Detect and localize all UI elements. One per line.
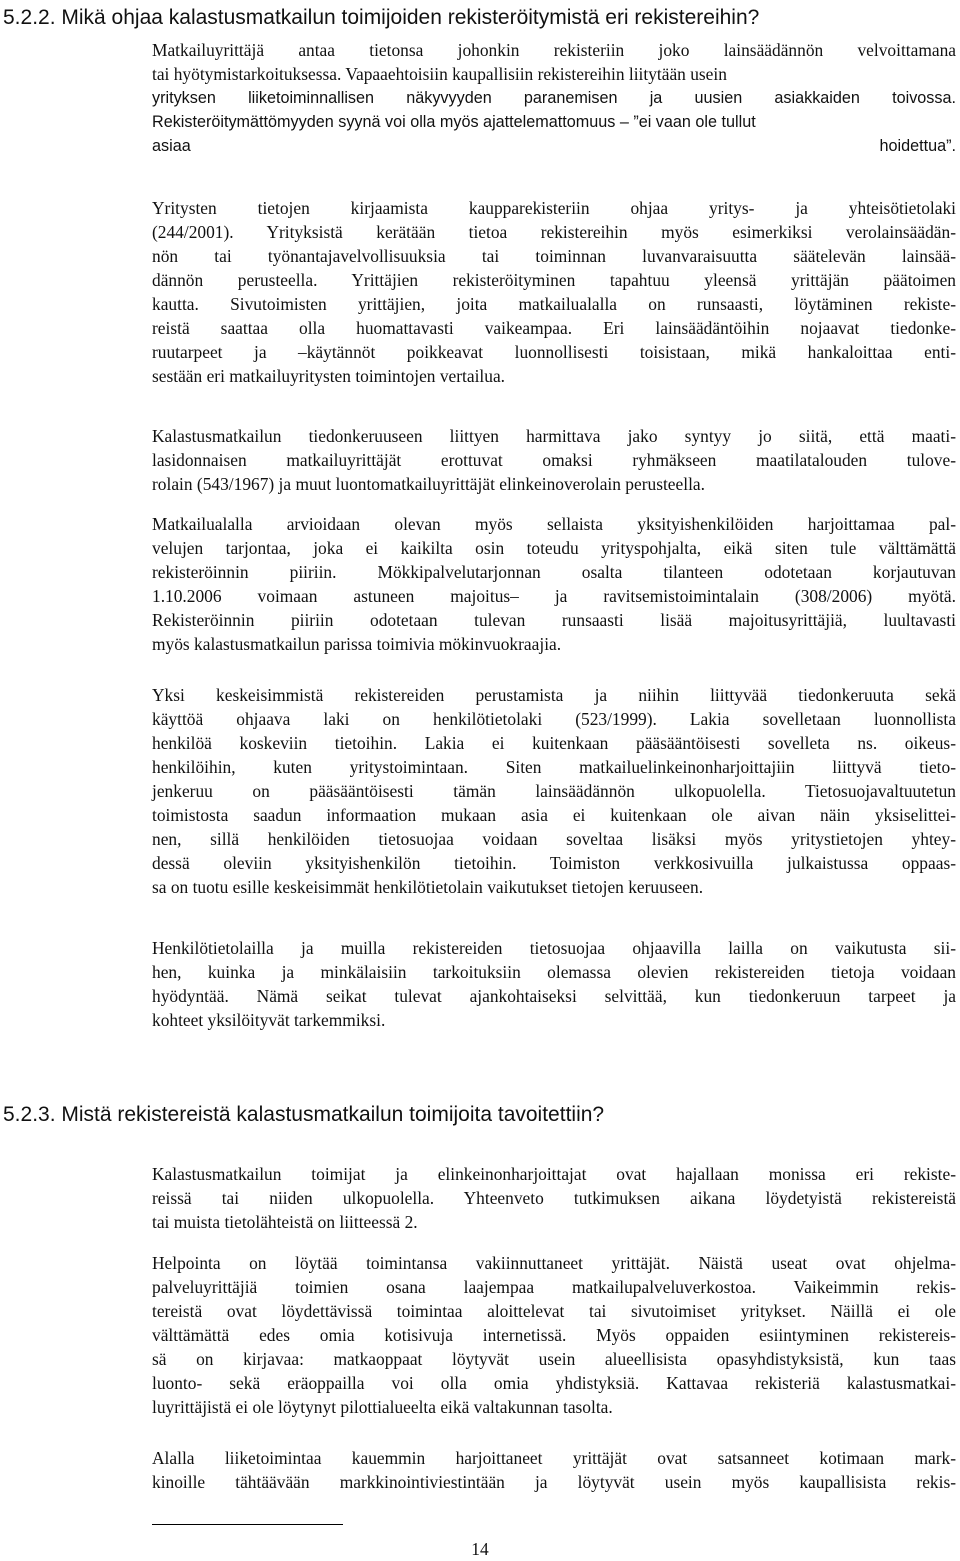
text-line: reissä tai niiden ulkopuolella. Yhteenveto tutkimuksen aikana löydetyistä rekistereistä xyxy=(152,1188,956,1208)
text-line: yrityksen liiketoiminnallisen näkyvyyden paranemisen ja uusien asiakkaiden toivossa. xyxy=(152,89,956,107)
footer-divider xyxy=(152,1524,343,1525)
text-line: tereistä ovat löydettävissä toimintaa aloittelevat tai sivutoimiset yritykset. Näillä ei ole xyxy=(152,1301,956,1321)
text-line: nen, sillä henkilöiden tietosuojaa voidaan soveltaa lisäksi myös yritystietojen yhtey- xyxy=(152,829,956,849)
text-line: Kalastusmatkailun toimijat ja elinkeinonharjoittajat ovat hajallaan monissa eri rekiste- xyxy=(152,1164,956,1184)
page-number: 14 xyxy=(471,1539,489,1559)
section-heading-5-2-2: 5.2.2. Mikä ohjaa kalastusmatkailun toimijoiden rekisteröitymistä eri rekistereihin? xyxy=(3,6,760,29)
text-line: dessä oleviin yksityishenkilön tietoihin. Toimiston verkkosivuilla julkaistussa oppaas- xyxy=(152,853,956,873)
text-line: Alalla liiketoimintaa kauemmin harjoittaneet yrittäjät ovat satsanneet kotimaan mark- xyxy=(152,1448,956,1468)
text-line: jenkeruu on pääsääntöisesti tämän lainsäädännön ulkopuolella. Tietosuojavaltuutetun xyxy=(152,781,956,801)
text-line: sä on kirjavaa: matkaoppaat löytyvät usein alueellisista opasyhdistyksistä, kun taas xyxy=(152,1349,956,1369)
text-line: sa on tuotu esille keskeisimmät henkilötietolain vaikutukset tietojen keruuseen. xyxy=(152,877,704,897)
text-line: myös kalastusmatkailun parissa toimivia mökinvuokraajia. xyxy=(152,634,562,654)
text-line: kohteet yksilöityvät tarkemmiksi. xyxy=(152,1010,386,1030)
text-line: Yksi keskeisimmistä rekistereiden perustamista ja niihin liittyvää tiedonkeruuta sekä xyxy=(152,685,956,705)
section-heading-5-2-3: 5.2.3. Mistä rekistereistä kalastusmatkailun toimijoita tavoitettiin? xyxy=(3,1103,605,1126)
text-line: henkilöä koskeviin tietoihin. Lakia ei kuitenkaan pääsääntöisesti sovelleta ns. oikeus- xyxy=(152,733,956,753)
text-line: Matkailualalla arvioidaan olevan myös sellaista yksityishenkilöiden harjoittamaa pal- xyxy=(152,514,956,534)
text-line: velujen tarjontaa, joka ei kaikilta osin toteudu yrityspohjalta, eikä siten tule välttämättä xyxy=(152,538,956,558)
text-line: hyödyntää. Nämä seikat tulevat ajankohtaiseksi selvittää, kun tiedonkeruun tarpeet ja xyxy=(152,986,956,1006)
text-line: luyrittäjistä ei ole löytynyt pilottialueelta eikä valtakunnan tasolta. xyxy=(152,1397,613,1417)
text-line: kinoille tähtäävään markkinointiviestintään ja löytyvät usein myös kaupallisista rekis- xyxy=(152,1472,956,1492)
text-line: nön tai työnantajavelvollisuuksia tai toiminnan luvanvaraisuutta säätelevän lainsää- xyxy=(152,246,956,266)
text-line: sestään eri matkailuyritysten toimintojen vertailua. xyxy=(152,366,506,386)
text-line: Yritysten tietojen kirjaamista kaupparekisteriin ohjaa yritys- ja yhteisötietolaki xyxy=(152,198,956,218)
text-line: lasidonnaisen matkailuyrittäjät erottuvat omaksi ryhmäkseen maatilatalouden tulove- xyxy=(152,450,956,470)
text-line: kautta. Sivutoimisten yrittäjien, joita matkailualalla on runsaasti, löytäminen rekiste- xyxy=(152,294,956,314)
text-line: rekisteröinnin piiriin. Mökkipalvelutarjonnan osalta tilanteen odotetaan korjautuvan xyxy=(152,562,956,582)
text-line: rolain (543/1967) ja muut luontomatkailuyrittäjät elinkeinoverolain perusteella. xyxy=(152,474,705,494)
text-line: (244/2001). Yrityksistä kerätään tietoa rekistereihin myös esimerkiksi verolainsäädän- xyxy=(152,222,956,242)
text-line: 1.10.2006 voimaan astuneen majoitus– ja ravitsemistoimintalain (308/2006) myötä. xyxy=(152,586,956,606)
text-line: henkilöihin, kuten yritystoimintaan. Siten matkailuelinkeinonharjoittajiin liittyvä tieto- xyxy=(152,757,956,777)
text-line: hen, kuinka ja minkälaisiin tarkoituksiin olemassa olevien rekistereiden tietoja voidaan xyxy=(152,962,956,982)
text-line: ruutarpeet ja –käytännöt poikkeavat luonnollisesti toisistaan, mikä hankaloittaa enti- xyxy=(152,342,956,362)
text-line: Matkailuyrittäjä antaa tietonsa johonkin rekisteriin joko lainsäädännön velvoittamana xyxy=(152,40,956,60)
text-line: tai muista tietolähteistä on liitteessä 2. xyxy=(152,1212,418,1232)
text-line: luonto- sekä eräoppailla voi olla omia yhdistyksiä. Kattavaa rekisteriä kalastusmatkai- xyxy=(152,1373,956,1393)
text-line: Kalastusmatkailun tiedonkeruuseen liittyen harmittava jako syntyy jo siitä, että maati- xyxy=(152,426,956,446)
text-line: asiaa hoidettua”. xyxy=(152,137,956,155)
text-line: välttämättä edes omia kotisivuja internetissä. Myös oppaiden esiintyminen rekistereis- xyxy=(152,1325,956,1345)
text-line: Henkilötietolailla ja muilla rekistereiden tietosuojaa ohjaavilla lailla on vaikutusta sii- xyxy=(152,938,956,958)
text-line: toimistosta saadun informaation mukaan asia ei kuitenkaan ole aivan näin yksiselittei- xyxy=(152,805,956,825)
text-line: Rekisteröinnin piiriin odotetaan tulevan runsaasti lisää majoitusyrittäjiä, luultavasti xyxy=(152,610,956,630)
text-line: Helpointa on löytää toimintansa vakiinnuttaneet yrittäjät. Näistä useat ovat ohjelma- xyxy=(152,1253,956,1273)
text-line: dännön perusteella. Yrittäjien rekisteröityminen tapahtuu yleensä yrittäjän päätoimen xyxy=(152,270,956,290)
text-line: tai hyötymistarkoituksessa. Vapaaehtoisiin kaupallisiin rekistereihin liitytään usein xyxy=(152,64,727,84)
text-line: käyttöä ohjaava laki on henkilötietolaki (523/1999). Lakia sovelletaan luonnollista xyxy=(152,709,956,729)
text-line: reistä saattaa olla huomattavasti vaikeampaa. Eri lainsäädäntöihin nojaavat tiedonke- xyxy=(152,318,956,338)
text-line xyxy=(152,158,956,182)
text-line: Rekisteröitymättömyyden syynä voi olla myös ajattelemattomuus – ”ei vaan ole tullut xyxy=(152,113,756,131)
text-line: palveluyrittäjiä toimien osana laajempaa matkailupalveluverkostoa. Vaikeimmin rekis- xyxy=(152,1277,956,1297)
